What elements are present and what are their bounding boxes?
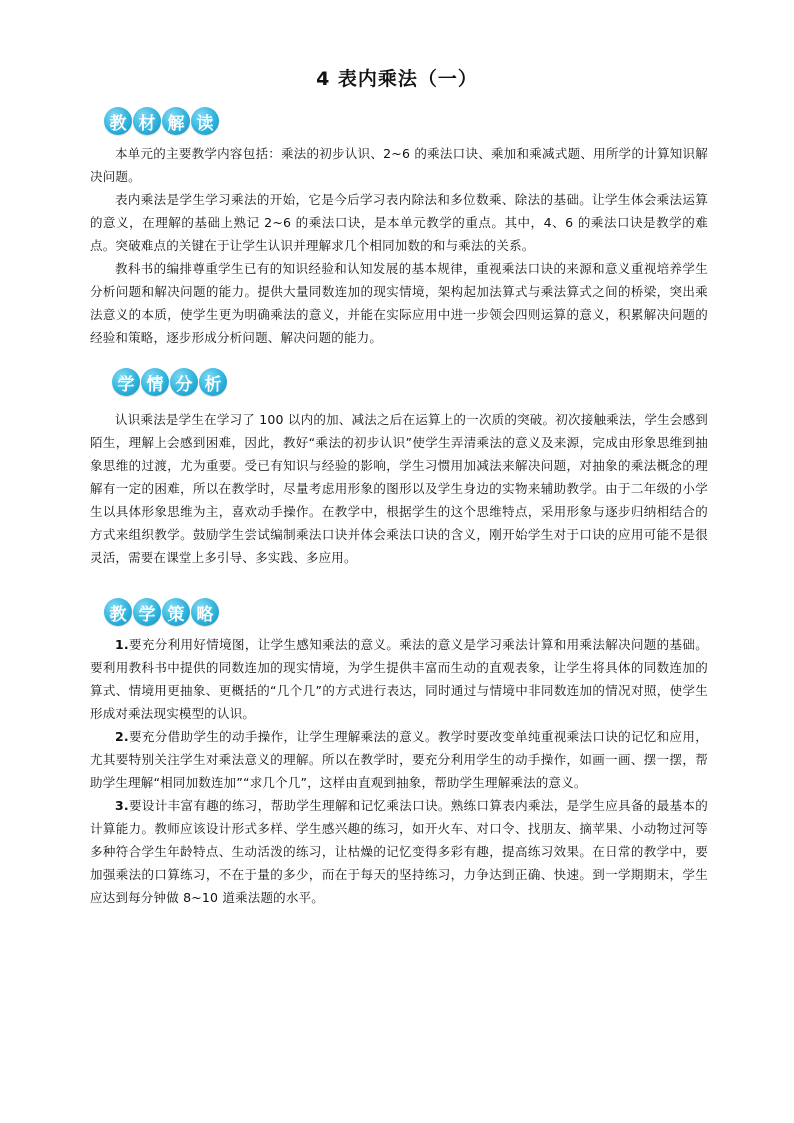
badge-char: 读: [191, 107, 219, 135]
section-body-student-analysis: [90, 408, 708, 569]
badge-char: 分: [170, 368, 198, 396]
item-text: 要设计丰富有趣的练习，帮助学生理解和记忆乘法口诀。熟练口算表内乘法，是学生应具备的最基本的计算能力。教师应该设计形式多样、学生感兴趣的练习，如开火车、对口令、找朋友、摘苹果、小动物过河等多种符合学生年龄特点、生动活泼的练习，让枯燥的记忆变得多彩有趣，提高练习效果。在日常的教学中，要加强乘法的口算练习，不在于量的多少，而在于每天的坚持练习，力争达到正确、快速。到一学期期末，学生应达到每分钟做 8~10 道乘法题的水平。: [90, 798, 708, 905]
badge-char: 教: [104, 598, 132, 626]
paragraph: 教科书的编排尊重学生已有的知识经验和认知发展的基本规律，重视乘法口诀的来源和意义重视培养学生分析问题和解决问题的能力。提供大量同数连加的现实情境，架构起加法算式与乘法算式之间的桥梁，突出乘法意义的本质，使学生更为明确乘法的意义，并能在实际应用中进一步领会四则运算的意义，积累解决问题的经验和策略，逐步形成分析问题、解决问题的能力。: [90, 261, 708, 345]
item-text: 要充分利用好情境图，让学生感知乘法的意义。乘法的意义是学习乘法计算和用乘法解决问题的基础。要利用教科书中提供的同数连加的现实情境，为学生提供丰富而生动的直观表象，让学生将具体的同数连加的算式、情境用更抽象、更概括的“几个几”的方式进行表达，同时通过与情境中非同数连加的情况对照，使学生形成对乘法现实模型的认识。: [90, 637, 708, 721]
badge-char: 材: [133, 107, 161, 135]
badge-char: 学: [133, 598, 161, 626]
badge-char: 学: [112, 368, 140, 396]
section-badge-textbook-reading: [104, 106, 220, 136]
item-text: 要充分借助学生的动手操作，让学生理解乘法的意义。教学时要改变单纯重视乘法口诀的记忆和应用，尤其要特别关注学生对乘法意义的理解。所以在教学时，要充分利用学生的动手操作，如画一画、摆一摆，帮助学生理解“相同加数连加”“求几个几”，这样由直观到抽象，帮助学生理解乘法的意义。: [90, 729, 708, 790]
section-body-textbook-reading: [90, 142, 708, 349]
item-number: 2.: [115, 729, 129, 744]
badge-char: 析: [199, 368, 227, 396]
badge-char: 略: [191, 598, 219, 626]
item-number: 1.: [115, 637, 129, 652]
page-title: 4 表内乘法（一）: [316, 68, 478, 90]
list-item: [90, 794, 708, 909]
list-item: [90, 633, 708, 725]
section-badge-teaching-strategy: [104, 597, 220, 627]
item-number: 3.: [115, 798, 129, 813]
badge-char: 情: [141, 368, 169, 396]
paragraph: 表内乘法是学生学习乘法的开始，它是今后学习表内除法和多位数乘、除法的基础。让学生体会乘法运算的意义，在理解的基础上熟记 2~6 的乘法口诀，是本单元教学的重点。其中，4、6 的乘法口诀是教学的难点。突破难点的关键在于让学生认识并理解求几个相同加数的和与乘法的关系。: [90, 192, 708, 253]
list-item: [90, 725, 708, 794]
paragraph: 本单元的主要教学内容包括：乘法的初步认识、2~6 的乘法口诀、乘加和乘减式题、用所学的计算知识解决问题。: [90, 146, 708, 184]
badge-char: 解: [162, 107, 190, 135]
section-badge-student-analysis: [112, 367, 228, 397]
badge-char: 策: [162, 598, 190, 626]
section-body-teaching-strategy: [90, 633, 708, 909]
paragraph: 认识乘法是学生在学习了 100 以内的加、减法之后在运算上的一次质的突破。初次接触乘法，学生会感到陌生，理解上会感到困难，因此，教好“乘法的初步认识”使学生弄清乘法的意义及来源，完成由形象思维到抽象思维的过渡，尤为重要。受已有知识与经验的影响，学生习惯用加减法来解决问题，对抽象的乘法概念的理解有一定的困难，所以在教学时，尽量考虑用形象的图形以及学生身边的实物来辅助教学。由于二年级的小学生以具体形象思维为主，喜欢动手操作。在教学中，根据学生的这个思维特点，采用形象与逐步归纳相结合的方式来组织教学。鼓励学生尝试编制乘法口诀并体会乘法口诀的含义，刚开始学生对于口诀的应用可能不是很灵活，需要在课堂上多引导、多实践、多应用。: [90, 412, 708, 565]
badge-char: 教: [104, 107, 132, 135]
